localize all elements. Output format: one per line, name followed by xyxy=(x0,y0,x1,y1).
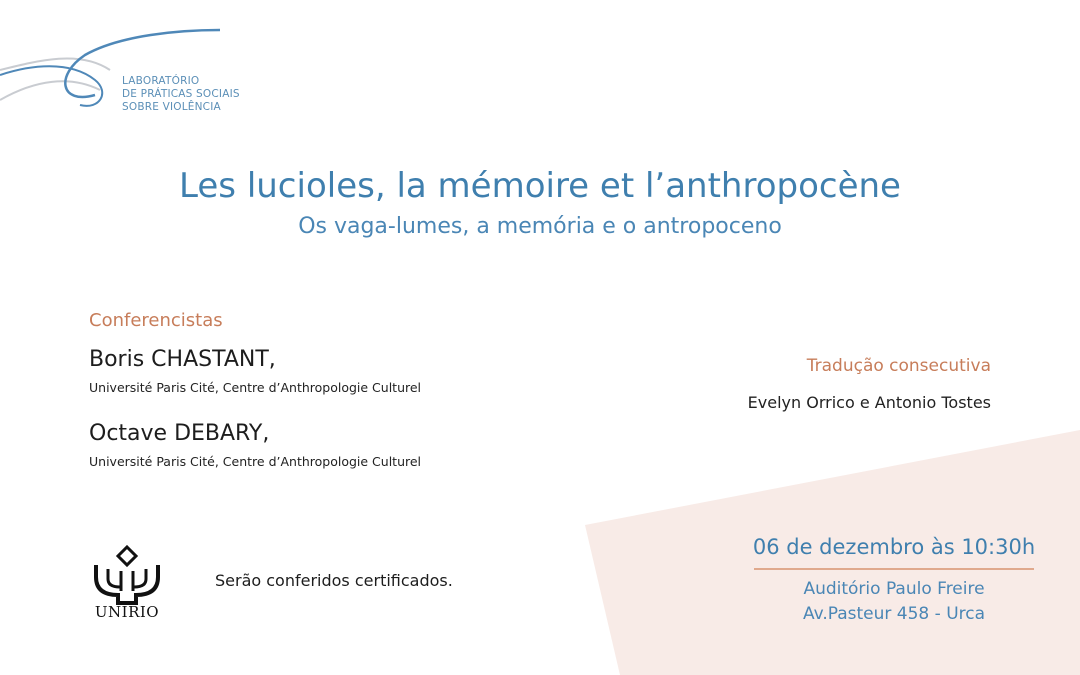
date-divider xyxy=(754,568,1034,570)
logo-text-line-3: SOBRE VIOLÊNCIA xyxy=(122,101,221,113)
speaker-affiliation-1: Université Paris Cité, Centre d’Anthropologie Culturel xyxy=(89,380,422,395)
event-date: 06 de dezembro às 10:30h xyxy=(752,535,1036,559)
translator-names: Evelyn Orrico e Antonio Tostes xyxy=(747,393,991,412)
translation-label: Tradução consecutiva xyxy=(806,356,991,376)
venue-address: Av.Pasteur 458 - Urca xyxy=(802,604,986,624)
event-subtitle: Os vaga-lumes, a memória e o antropoceno xyxy=(298,214,782,239)
logo-text-line-2: DE PRÁTICAS SOCIAIS xyxy=(122,88,240,100)
swoosh-logo-icon xyxy=(0,20,240,130)
speaker-affiliation-2: Université Paris Cité, Centre d’Anthropologie Culturel xyxy=(89,454,422,469)
speaker-name-1: Boris CHASTANT, xyxy=(89,347,276,372)
venue-name: Auditório Paulo Freire xyxy=(803,579,985,599)
speaker-name-2: Octave DEBARY, xyxy=(89,421,270,446)
lecturers-label: Conferencistas xyxy=(89,310,223,331)
unirio-name: UNIRIO xyxy=(94,603,160,621)
logo-text-line-1: LABORATÓRIO xyxy=(122,75,200,87)
certificates-note: Serão conferidos certificados. xyxy=(215,571,453,590)
event-title: Les lucioles, la mémoire et l’anthropocène xyxy=(179,166,901,206)
